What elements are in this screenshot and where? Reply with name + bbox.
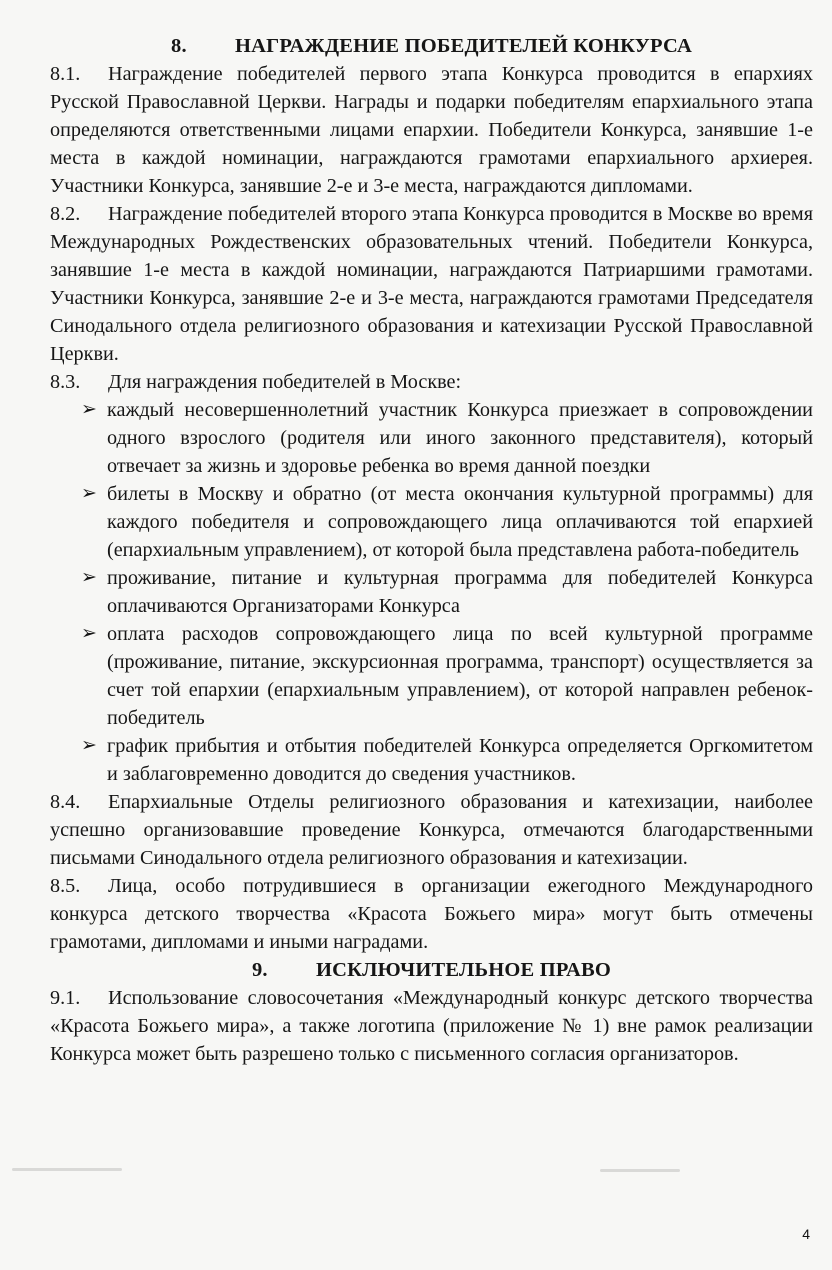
paragraph-8-3 [50, 368, 813, 396]
scan-artifact [12, 1168, 122, 1171]
section-8-title: НАГРАЖДЕНИЕ ПОБЕДИТЕЛЕЙ КОНКУРСА [235, 35, 692, 57]
paragraph-9-1 [50, 984, 813, 1068]
paragraph-number: 8.3. [50, 371, 81, 393]
paragraph-number: 8.4. [50, 791, 81, 813]
paragraph-text: Награждение победителей второго этапа Конкурса проводится в Москве во время Международных Рождественских образовательных чтений. Победители Конкурса, занявшие 1-е места в каждой номинации, награждаются Патриаршими грамотами. Участники Конкурса, занявшие 2-е и 3-е места, награждаются грамотами Председателя Синодального отдела религиозного образования и катехизации Русской Православной Церкви. [50, 203, 813, 365]
paragraph-text: Для награждения победителей в Москве: [108, 371, 462, 393]
arrow-bullet-icon: ➢ [81, 623, 97, 644]
list-item-text: билеты в Москву и обратно (от места окончания культурной программы) для каждого победителя и сопровождающего лица оплачиваются той епархией (епархиальным управлением), от которой была представлена работа-победитель [107, 483, 813, 561]
section-8-number: 8. [171, 35, 187, 57]
paragraph-8-2 [50, 200, 813, 368]
list-item [50, 480, 813, 564]
list-item [50, 564, 813, 620]
list-item [50, 732, 813, 788]
paragraph-8-1 [50, 60, 813, 200]
section-8-heading [50, 32, 813, 60]
section-9-title: ИСКЛЮЧИТЕЛЬНОЕ ПРАВО [315, 959, 612, 981]
list-item [50, 620, 813, 732]
section-9-number: 9. [251, 959, 268, 981]
paragraph-8-4 [50, 788, 813, 872]
award-conditions-list [50, 396, 813, 788]
paragraph-text: Награждение победителей первого этапа Конкурса проводится в епархиях Русской Православной Церкви. Награды и подарки победителям епархиального этапа определяются ответственными лицами епархии. Победители Конкурса, занявшие 1-е места в каждой номинации, награждаются грамотами епархиального архиерея. Участники Конкурса, занявшие 2-е и 3-е места, награждаются дипломами. [50, 63, 813, 197]
document-content [50, 32, 813, 1068]
paragraph-8-5 [50, 872, 813, 956]
paragraph-number: 8.5. [50, 875, 81, 897]
scan-artifact [600, 1169, 680, 1172]
page-number: 4 [802, 1226, 810, 1242]
paragraph-text: Епархиальные Отделы религиозного образования и катехизации, наиболее успешно организовавшие проведение Конкурса, отмечаются благодарственными письмами Синодального отдела религиозного образования и катехизации. [50, 791, 813, 869]
paragraph-text: Использование словосочетания «Международный конкурс детского творчества «Красота Божьего мира», а также логотипа (приложение № 1) вне рамок реализации Конкурса может быть разрешено только с письменного согласия организаторов. [50, 987, 813, 1065]
paragraph-number: 8.1. [50, 63, 81, 85]
list-item-text: проживание, питание и культурная программа для победителей Конкурса оплачиваются Организаторами Конкурса [107, 567, 813, 617]
arrow-bullet-icon: ➢ [81, 567, 97, 588]
list-item-text: каждый несовершеннолетний участник Конкурса приезжает в сопровождении одного взрослого (родителя или иного законного представителя), который отвечает за жизнь и здоровье ребенка во время данной поездки [107, 399, 813, 477]
arrow-bullet-icon: ➢ [81, 399, 97, 420]
paragraph-number: 9.1. [50, 987, 81, 1009]
list-item [50, 396, 813, 480]
list-item-text: оплата расходов сопровождающего лица по всей культурной программе (проживание, питание, экскурсионная программа, транспорт) осуществляется за счет той епархии (епархиальным управлением), от которой направлен ребенок-победитель [107, 623, 813, 729]
paragraph-number: 8.2. [50, 203, 81, 225]
arrow-bullet-icon: ➢ [81, 735, 97, 756]
arrow-bullet-icon: ➢ [81, 483, 97, 504]
section-9-heading [50, 956, 813, 984]
paragraph-text: Лица, особо потрудившиеся в организации ежегодного Международного конкурса детского творчества «Красота Божьего мира» могут быть отмечены грамотами, дипломами и иными наградами. [50, 875, 813, 953]
list-item-text: график прибытия и отбытия победителей Конкурса определяется Оргкомитетом и заблаговременно доводится до сведения участников. [107, 735, 813, 785]
